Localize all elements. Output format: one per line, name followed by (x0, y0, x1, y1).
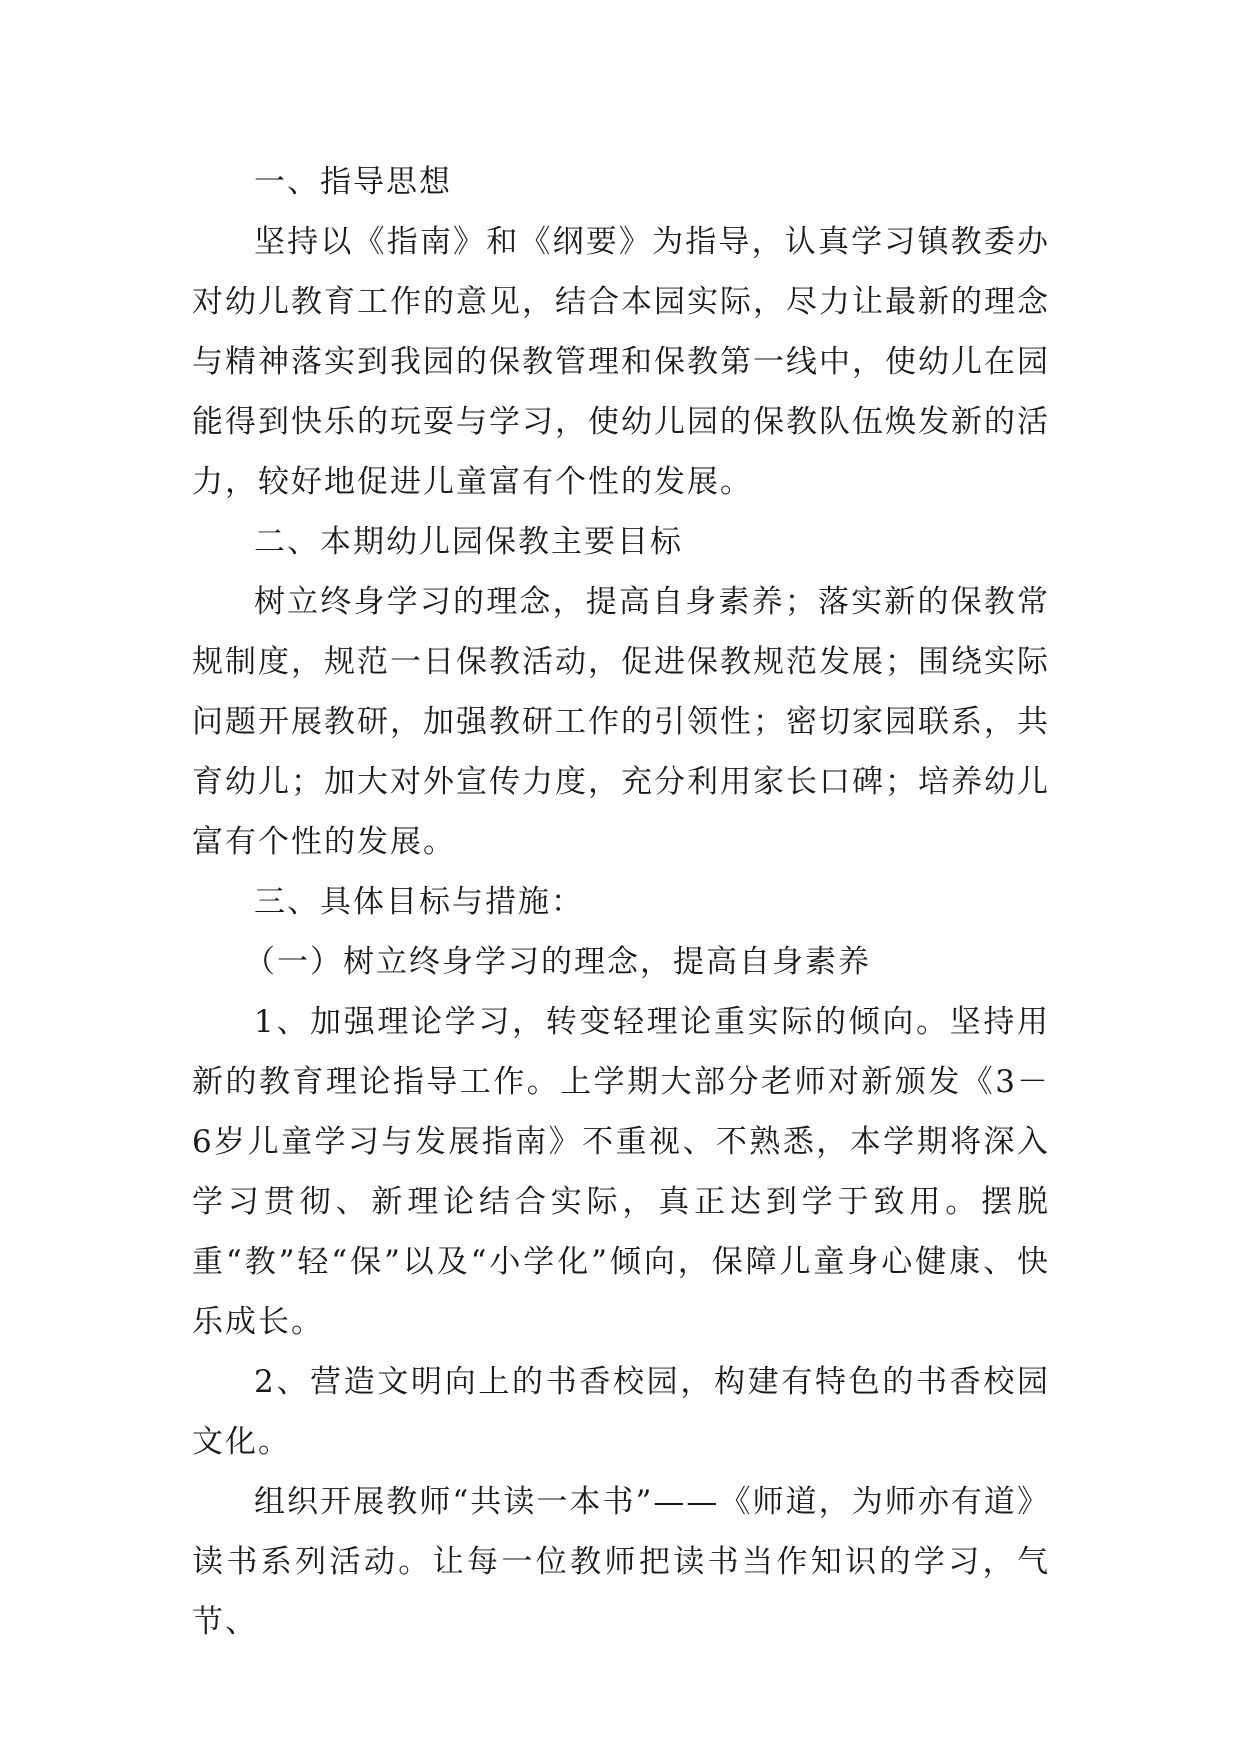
item-2-paragraph: 2、营造文明向上的书香校园，构建有特色的书香校园文化。 (192, 1364, 1050, 1460)
section-1-heading: 一、指导思想 (254, 164, 452, 200)
section-1-paragraph: 坚持以《指南》和《纲要》为指导，认真学习镇教委办对幼儿教育工作的意见，结合本园实际，尽力让最新的理念与精神落实到我园的保教管理和保教第一线中，使幼儿在园能得到快乐的玩耍与学习，使幼儿园的保教队伍焕发新的活力，较好地促进儿童富有个性的发展。 (192, 224, 1050, 500)
item-1-paragraph: 1、加强理论学习，转变轻理论重实际的倾向。坚持用新的教育理论指导工作。上学期大部分老师对新颁发《3－6岁儿童学习与发展指南》不重视、不熟悉，本学期将深入学习贯彻、新理论结合实际，真正达到学于致用。摆脱重“教”轻“保”以及“小学化”倾向，保障儿童身心健康、快乐成长。 (192, 1004, 1050, 1340)
document-page (192, 152, 1050, 1652)
item-2-detail-paragraph: 组织开展教师“共读一本书”——《师道，为师亦有道》读书系列活动。让每一位教师把读书当作知识的学习，气节、 (192, 1484, 1050, 1640)
section-2-paragraph: 树立终身学习的理念，提高自身素养；落实新的保教常规制度，规范一日保教活动，促进保教规范发展；围绕实际问题开展教研，加强教研工作的引领性；密切家园联系，共育幼儿；加大对外宣传力度，充分利用家长口碑；培养幼儿富有个性的发展。 (192, 584, 1050, 860)
section-2-heading: 二、本期幼儿园保教主要目标 (254, 524, 683, 560)
subsection-1-heading: （一）树立终身学习的理念，提高自身素养 (244, 944, 871, 980)
section-3-heading: 三、具体目标与措施： (254, 884, 584, 920)
